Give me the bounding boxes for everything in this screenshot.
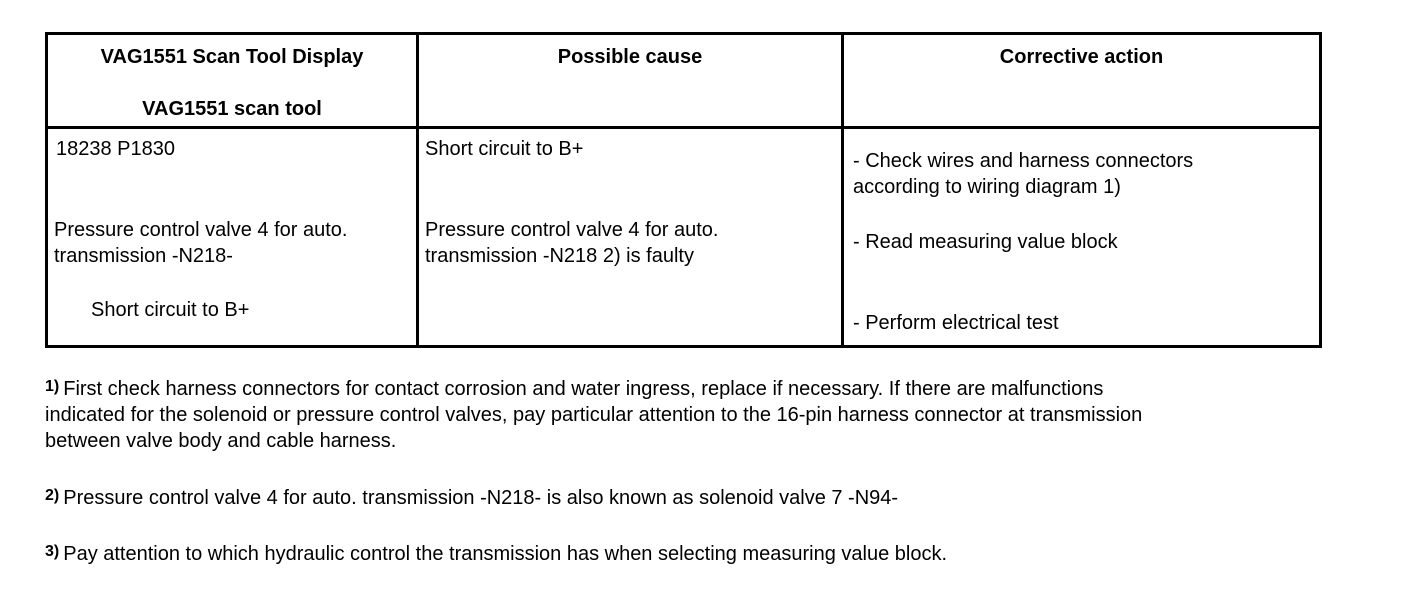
header-possible-cause <box>418 34 843 128</box>
header-scan-tool-display-label: VAG1551 Scan Tool Display <box>100 46 364 68</box>
action-1-line2: according to wiring diagram 1) <box>853 176 1121 198</box>
fault-code: 18238 P1830 <box>56 138 176 160</box>
footnote-1-marker: 1) <box>45 378 60 395</box>
footnote-3 <box>45 541 947 567</box>
footnote-1-line1: First check harness connectors for contact corrosion and water ingress, replace if necessary. If there are malfunctions <box>63 378 1104 400</box>
component-name-line2: transmission -N218- <box>54 245 233 267</box>
table-row <box>47 128 1321 347</box>
cell-corrective-action <box>843 128 1321 347</box>
footnote-1-line2: indicated for the solenoid or pressure control valves, pay particular attention to the 16-pin harness connector at transmission <box>45 404 1143 426</box>
header-corrective-action-label: Corrective action <box>999 46 1164 68</box>
component-name-line1: Pressure control valve 4 for auto. <box>54 219 348 241</box>
action-3: - Perform electrical test <box>853 312 1059 334</box>
header-scan-tool-display <box>47 34 418 128</box>
footnote-2 <box>45 485 898 511</box>
header-corrective-action <box>843 34 1321 128</box>
fault-type: Short circuit to B+ <box>91 299 250 321</box>
footnote-3-text: Pay attention to which hydraulic control the transmission has when selecting measuring value block. <box>63 543 948 565</box>
table-header-row <box>47 34 1321 128</box>
footnote-1 <box>45 376 1142 454</box>
diagnostic-table <box>45 32 1322 348</box>
header-possible-cause-label: Possible cause <box>557 46 703 68</box>
action-2: - Read measuring value block <box>853 231 1118 253</box>
cause-line1: Short circuit to B+ <box>425 138 584 160</box>
footnote-2-text: Pressure control valve 4 for auto. transmission -N218- is also known as solenoid valve 7 -N94- <box>63 487 899 509</box>
cell-possible-cause <box>418 128 843 347</box>
cause-line3: transmission -N218 2) is faulty <box>425 245 694 267</box>
header-scan-tool-label: VAG1551 scan tool <box>142 98 322 120</box>
action-1-line1: - Check wires and harness connectors <box>853 150 1194 172</box>
footnote-2-marker: 2) <box>45 487 60 504</box>
cell-scan-tool-display <box>47 128 418 347</box>
footnote-3-marker: 3) <box>45 543 60 560</box>
cause-line2: Pressure control valve 4 for auto. <box>425 219 719 241</box>
footnote-1-line3: between valve body and cable harness. <box>45 430 397 452</box>
